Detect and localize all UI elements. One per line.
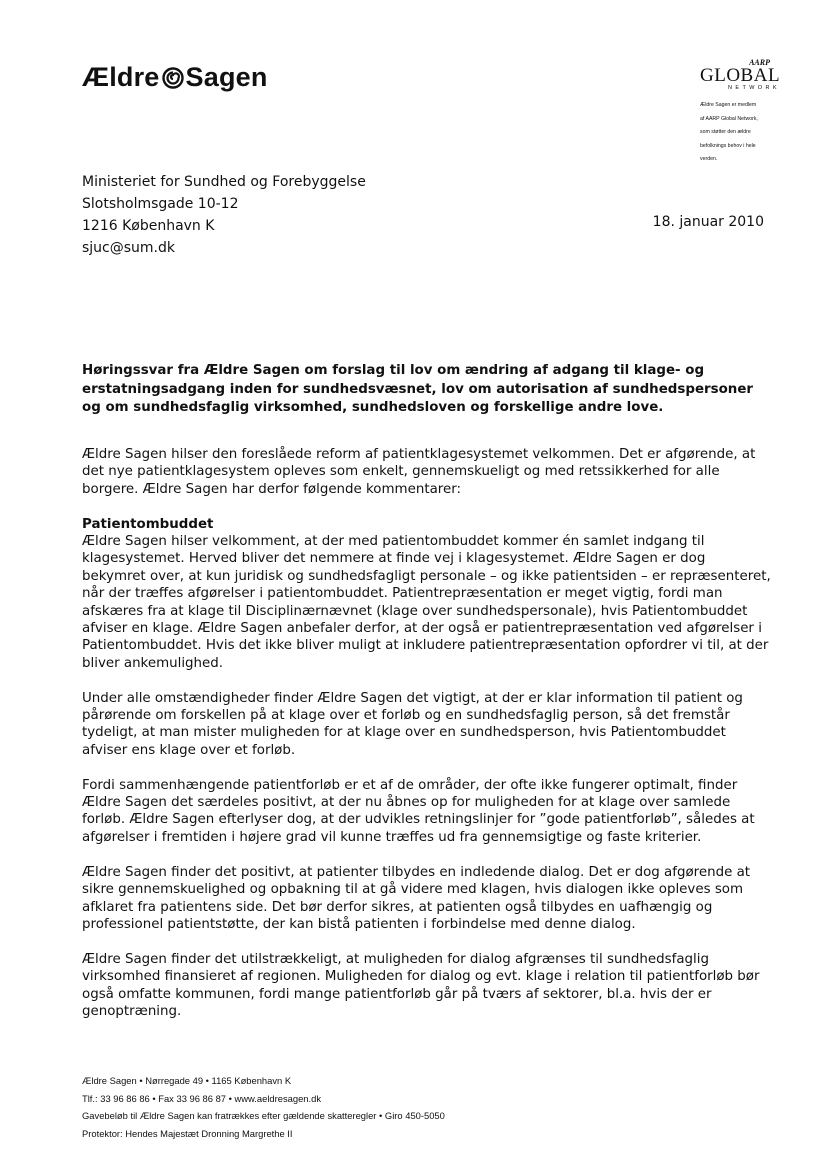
network-note: Ældre Sagen er medlem af AARP Global Network, som støtter den ældre befolknings behov i hele verden. [700, 102, 758, 162]
footer-line: Tlf.: 33 96 86 86 • Fax 33 96 86 87 • www.aeldresagen.dk [82, 1092, 322, 1104]
aarp-label: AARP [749, 58, 770, 67]
recipient-email: sjuc@sum.dk [82, 240, 176, 256]
global-label: GLOBAL [700, 65, 781, 86]
body-paragraph: Ældre Sagen hilser velkomment, at der med patientombuddet kommer én samlet indgang til klagesystemet. Herved bliver det nemmere at finde vej i klagesystemet. Ældre Sagen er dog bekymret over, at kun juridisk og sundhedsfagligt personale – og ikke patientsiden – er repræsenteret, når der træffes afgørelser i patientombuddet. Patientrepræsentation er meget vigtig, fordi man afskæres fra at klage til Disciplinærnævnet (klage over sundhedspersonale), hvis Patientombuddet afviser en klage. Ældre Sagen anbefaler derfor, at der også er patientrepræsentation ved afgørelser i Patientombuddet. Hvis det ikke bliver muligt at inkludere patientrepræsentation opfordrer vi til, at der bliver ankemulighed. [82, 534, 771, 671]
aeldre-sagen-logo [82, 62, 268, 93]
logo-text-right: Sagen [185, 62, 268, 92]
letter-title: Høringssvar fra Ældre Sagen om forslag til lov om ændring af adgang til klage- og erstatningsadgang inden for sundhedsvæsnet, lov om autorisation af sundhedspersoner og om sundhedsfaglig virksomhed, sundhedsloven og forskellige andre love. [82, 363, 754, 416]
footer-line: Gavebeløb til Ældre Sagen kan fratrækkes efter gældende skatteregler • Giro 450-5050 [82, 1110, 445, 1122]
recipient-line: 1216 København K [82, 218, 215, 234]
letter-date: 18. januar 2010 [652, 214, 764, 230]
body-paragraph: Fordi sammenhængende patientforløb er et af de områder, der ofte ikke fungerer optimalt, finder Ældre Sagen det særdeles positivt, at der nu åbnes op for muligheden for at klage over samlede forløb. Ældre Sagen efterlyser dog, at der udvikles retningslinjer for ”gode patientforløb”, således at afgørelser i fremtiden i højere grad vil kunne træffes ud fra gennemsigtige og faste kriterier. [82, 777, 755, 845]
letter-body [82, 446, 772, 1038]
aarp-global-network-badge [700, 58, 780, 167]
footer-line: Ældre Sagen • Nørregade 49 • 1165 København K [82, 1075, 292, 1086]
spiral-logo-icon [162, 67, 184, 89]
recipient-address [82, 171, 366, 259]
footer-line: Protektor: Hendes Majestæt Dronning Margrethe II [82, 1127, 293, 1139]
body-paragraph: Ældre Sagen finder det positivt, at patienter tilbydes en indledende dialog. Det er dog afgørende at sikre gennemskuelighed og opbakning til at gå videre med klagen, hvis dialogen ikke opleves som afklaret fra patientens side. Det bør derfor sikres, at patienten også tilbydes en uafhængig og professionel patientstøtte, der kan bistå patienten i forbindelse med denne dialog. [82, 864, 751, 932]
section-heading: Patientombuddet [82, 516, 214, 532]
recipient-line: Ministeriet for Sundhed og Forebyggelse [82, 174, 366, 190]
recipient-line: Slotsholmsgade 10-12 [82, 196, 239, 212]
body-paragraph: Under alle omstændigheder finder Ældre Sagen det vigtigt, at der er klar information til patient og pårørende om forskellen på at klage over et forløb og en sundhedsfaglig person, så det fremstår tydeligt, at man mister muligheden for at klage over en sundhedsperson, hvis Patientombuddet afviser ens klage over et forløb. [82, 690, 743, 758]
letter-footer [82, 1072, 445, 1142]
body-paragraph: Ældre Sagen finder det utilstrækkeligt, at muligheden for dialog afgrænses til sundhedsfaglig virksomhed finansieret af regionen. Muligheden for dialog og evt. klage i relation til patientforløb bør også omfatte kommunen, fordi mange patientforløb går på tværs af sektorer, bl.a. hvis der er genoptræning. [82, 951, 760, 1019]
network-label: NETWORK [728, 85, 780, 91]
intro-paragraph: Ældre Sagen hilser den foreslåede reform af patientklagesystemet velkommen. Det er afgørende, at det nye patientklagesystem opleves som enkelt, gennemskueligt og med retssikkerhed for alle borgere. Ældre Sagen har derfor følgende kommentarer: [82, 447, 756, 497]
logo-text-left: Ældre [82, 62, 160, 92]
